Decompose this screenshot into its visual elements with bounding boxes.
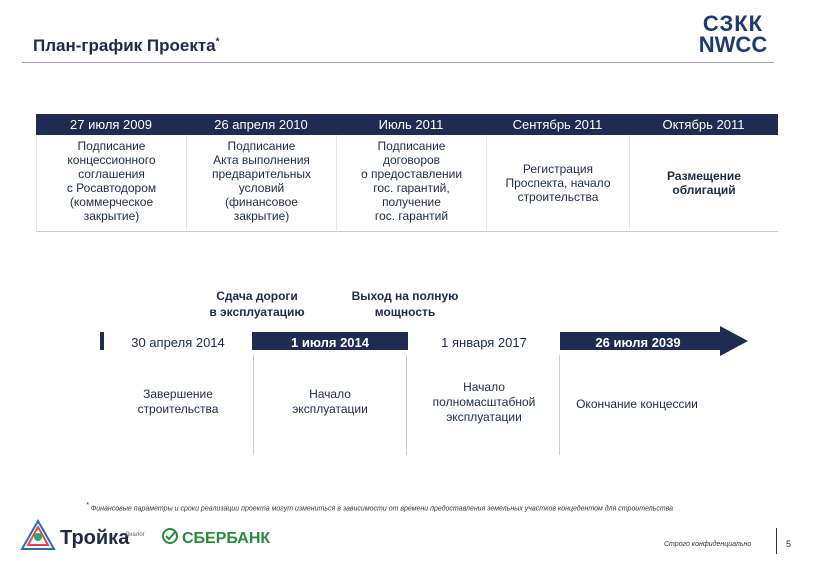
title-footnote-mark: *	[215, 36, 220, 48]
milestone-caption-1: Сдача дороги в эксплуатацию	[209, 289, 305, 319]
page-number-divider	[776, 528, 777, 554]
logo-line-2: NWCC	[698, 32, 768, 57]
phase-description: Подписание договоров о предоставлении гос. гарантий, получение гос. гарантий	[336, 135, 486, 232]
milestone-desc-4: Окончание концессии	[576, 397, 698, 411]
sberbank-name: СБЕРБАНК	[182, 530, 271, 547]
milestone-date-4: 26 июля 2039	[595, 335, 681, 350]
milestone-desc-2: Начало эксплуатации	[292, 387, 368, 416]
milestone-desc-1: Завершение строительства	[137, 387, 219, 416]
milestone-date-2: 1 июля 2014	[291, 335, 369, 350]
milestone-divider	[406, 355, 407, 455]
phase-1	[36, 114, 186, 232]
footnote-text: Финансовые параметры и сроки реализации проекта могут измениться в зависимости от времени предоставления земельных участков концедентом для строительства	[90, 505, 674, 513]
confidential-label: Строго конфиденциально	[664, 541, 752, 548]
page-title	[33, 36, 220, 56]
phase-date: 27 июля 2009	[36, 114, 186, 135]
page-title-text: План-график Проекта	[33, 36, 216, 55]
milestone-date-1: 30 апреля 2014	[104, 332, 252, 354]
milestone-caption-2: Выход на полную мощность	[351, 289, 459, 319]
troika-subtitle: Диалог	[125, 532, 145, 538]
phase-date: Октябрь 2011	[629, 114, 778, 135]
phase-2	[186, 114, 336, 232]
footnote	[86, 502, 673, 512]
phase-description: Подписание концессионного соглашения с Росавтодором (коммерческое закрытие)	[36, 135, 186, 232]
troika-logo-icon	[14, 515, 64, 555]
phase-date: 26 апреля 2010	[186, 114, 336, 135]
milestone-desc-3: Начало полномасштабной эксплуатации	[432, 380, 536, 424]
logo-line-1: СЗКК	[702, 11, 764, 36]
troika-name: Тройка	[60, 527, 130, 549]
phase-description: Подписание Акта выполнения предварительных условий (финансовое закрытие)	[186, 135, 336, 232]
phase-date: Сентябрь 2011	[486, 114, 629, 135]
milestone-date-3: 1 января 2017	[408, 332, 560, 354]
footnote-mark: *	[86, 502, 89, 509]
phase-4	[486, 114, 629, 232]
phase-date: Июль 2011	[336, 114, 486, 135]
cekk-logo	[688, 13, 778, 56]
phase-3	[336, 114, 486, 232]
phase-description: Размещение облигаций	[629, 135, 778, 232]
phase-description: Регистрация Проспекта, начало строительства	[486, 135, 629, 232]
phase-5	[629, 114, 778, 232]
page-number: 5	[786, 539, 792, 549]
title-divider	[22, 62, 774, 63]
sberbank-logo-icon	[162, 528, 178, 544]
milestone-divider	[253, 355, 254, 455]
